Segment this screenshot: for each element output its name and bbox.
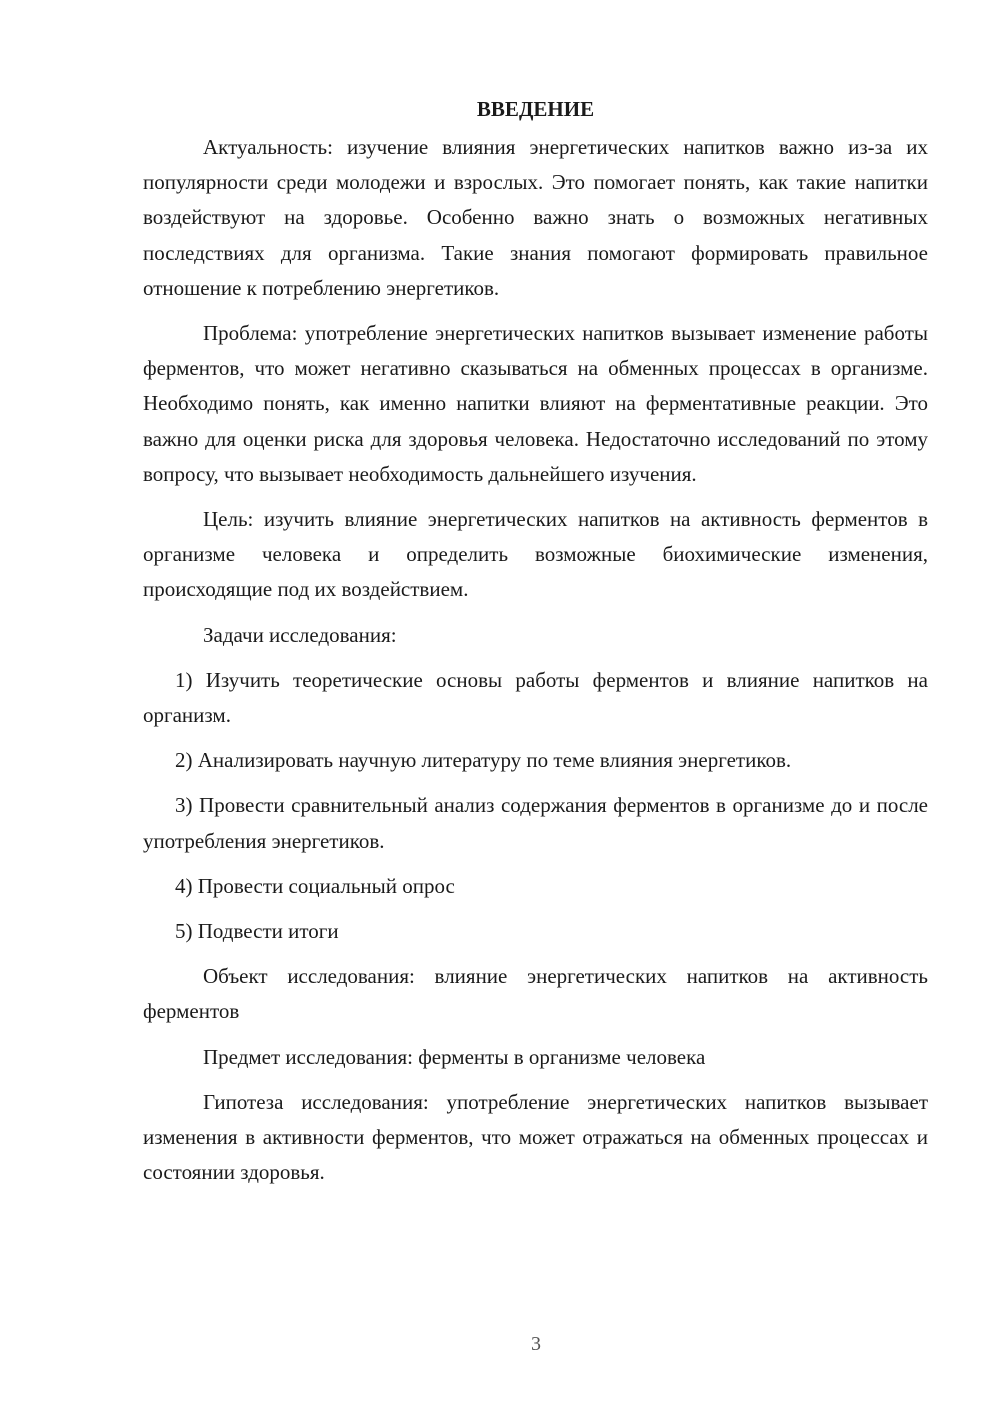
task-item-3: 3) Провести сравнительный анализ содержания ферментов в организме до и после употребления энергетиков. — [143, 793, 928, 853]
paragraph-tasks-title: Задачи исследования: — [203, 622, 397, 647]
paragraph-problem: Проблема: употребление энергетических напитков вызывает изменение работы ферментов, что может негативно сказываться на обменных процессах в организме. Необходимо понять, как именно напитки влияют на ферментативные реакции. Это важно для оценки риска для здоровья человека. Недостаточно исследований по этому вопросу, что вызывает необходимость дальнейшего изучения. — [143, 321, 928, 486]
paragraph-goal: Цель: изучить влияние энергетических напитков на активность ферментов в организме человека и определить возможные биохимические изменения, происходящие под их воздействием. — [143, 507, 928, 602]
paragraph-object: Объект исследования: влияние энергетических напитков на активность ферментов — [143, 964, 928, 1024]
paragraph-relevance: Актуальность: изучение влияния энергетических напитков важно из-за их популярности среди молодежи и взрослых. Это помогает понять, как такие напитки воздействуют на здоровье. Особенно важно знать о возможных негативных последствиях для организма. Такие знания помогают формировать правильное отношение к потреблению энергетиков. — [143, 135, 928, 300]
task-item-4: 4) Провести социальный опрос — [175, 873, 455, 898]
task-item-1: 1) Изучить теоретические основы работы ферментов и влияние напитков на организм. — [143, 667, 928, 728]
paragraph-hypothesis: Гипотеза исследования: употребление энергетических напитков вызывает изменения в активности ферментов, что может отражаться на обменных процессах и состоянии здоровья. — [143, 1089, 928, 1185]
document-page — [143, 92, 928, 1200]
page-number: 3 — [531, 1333, 541, 1355]
task-item-5: 5) Подвести итоги — [175, 919, 339, 944]
task-item-2: 2) Анализировать научную литературу по теме влияния энергетиков. — [175, 748, 792, 773]
paragraph-subject: Предмет исследования: ферменты в организме человека — [203, 1044, 706, 1069]
section-heading: ВВЕДЕНИЕ — [476, 97, 595, 121]
